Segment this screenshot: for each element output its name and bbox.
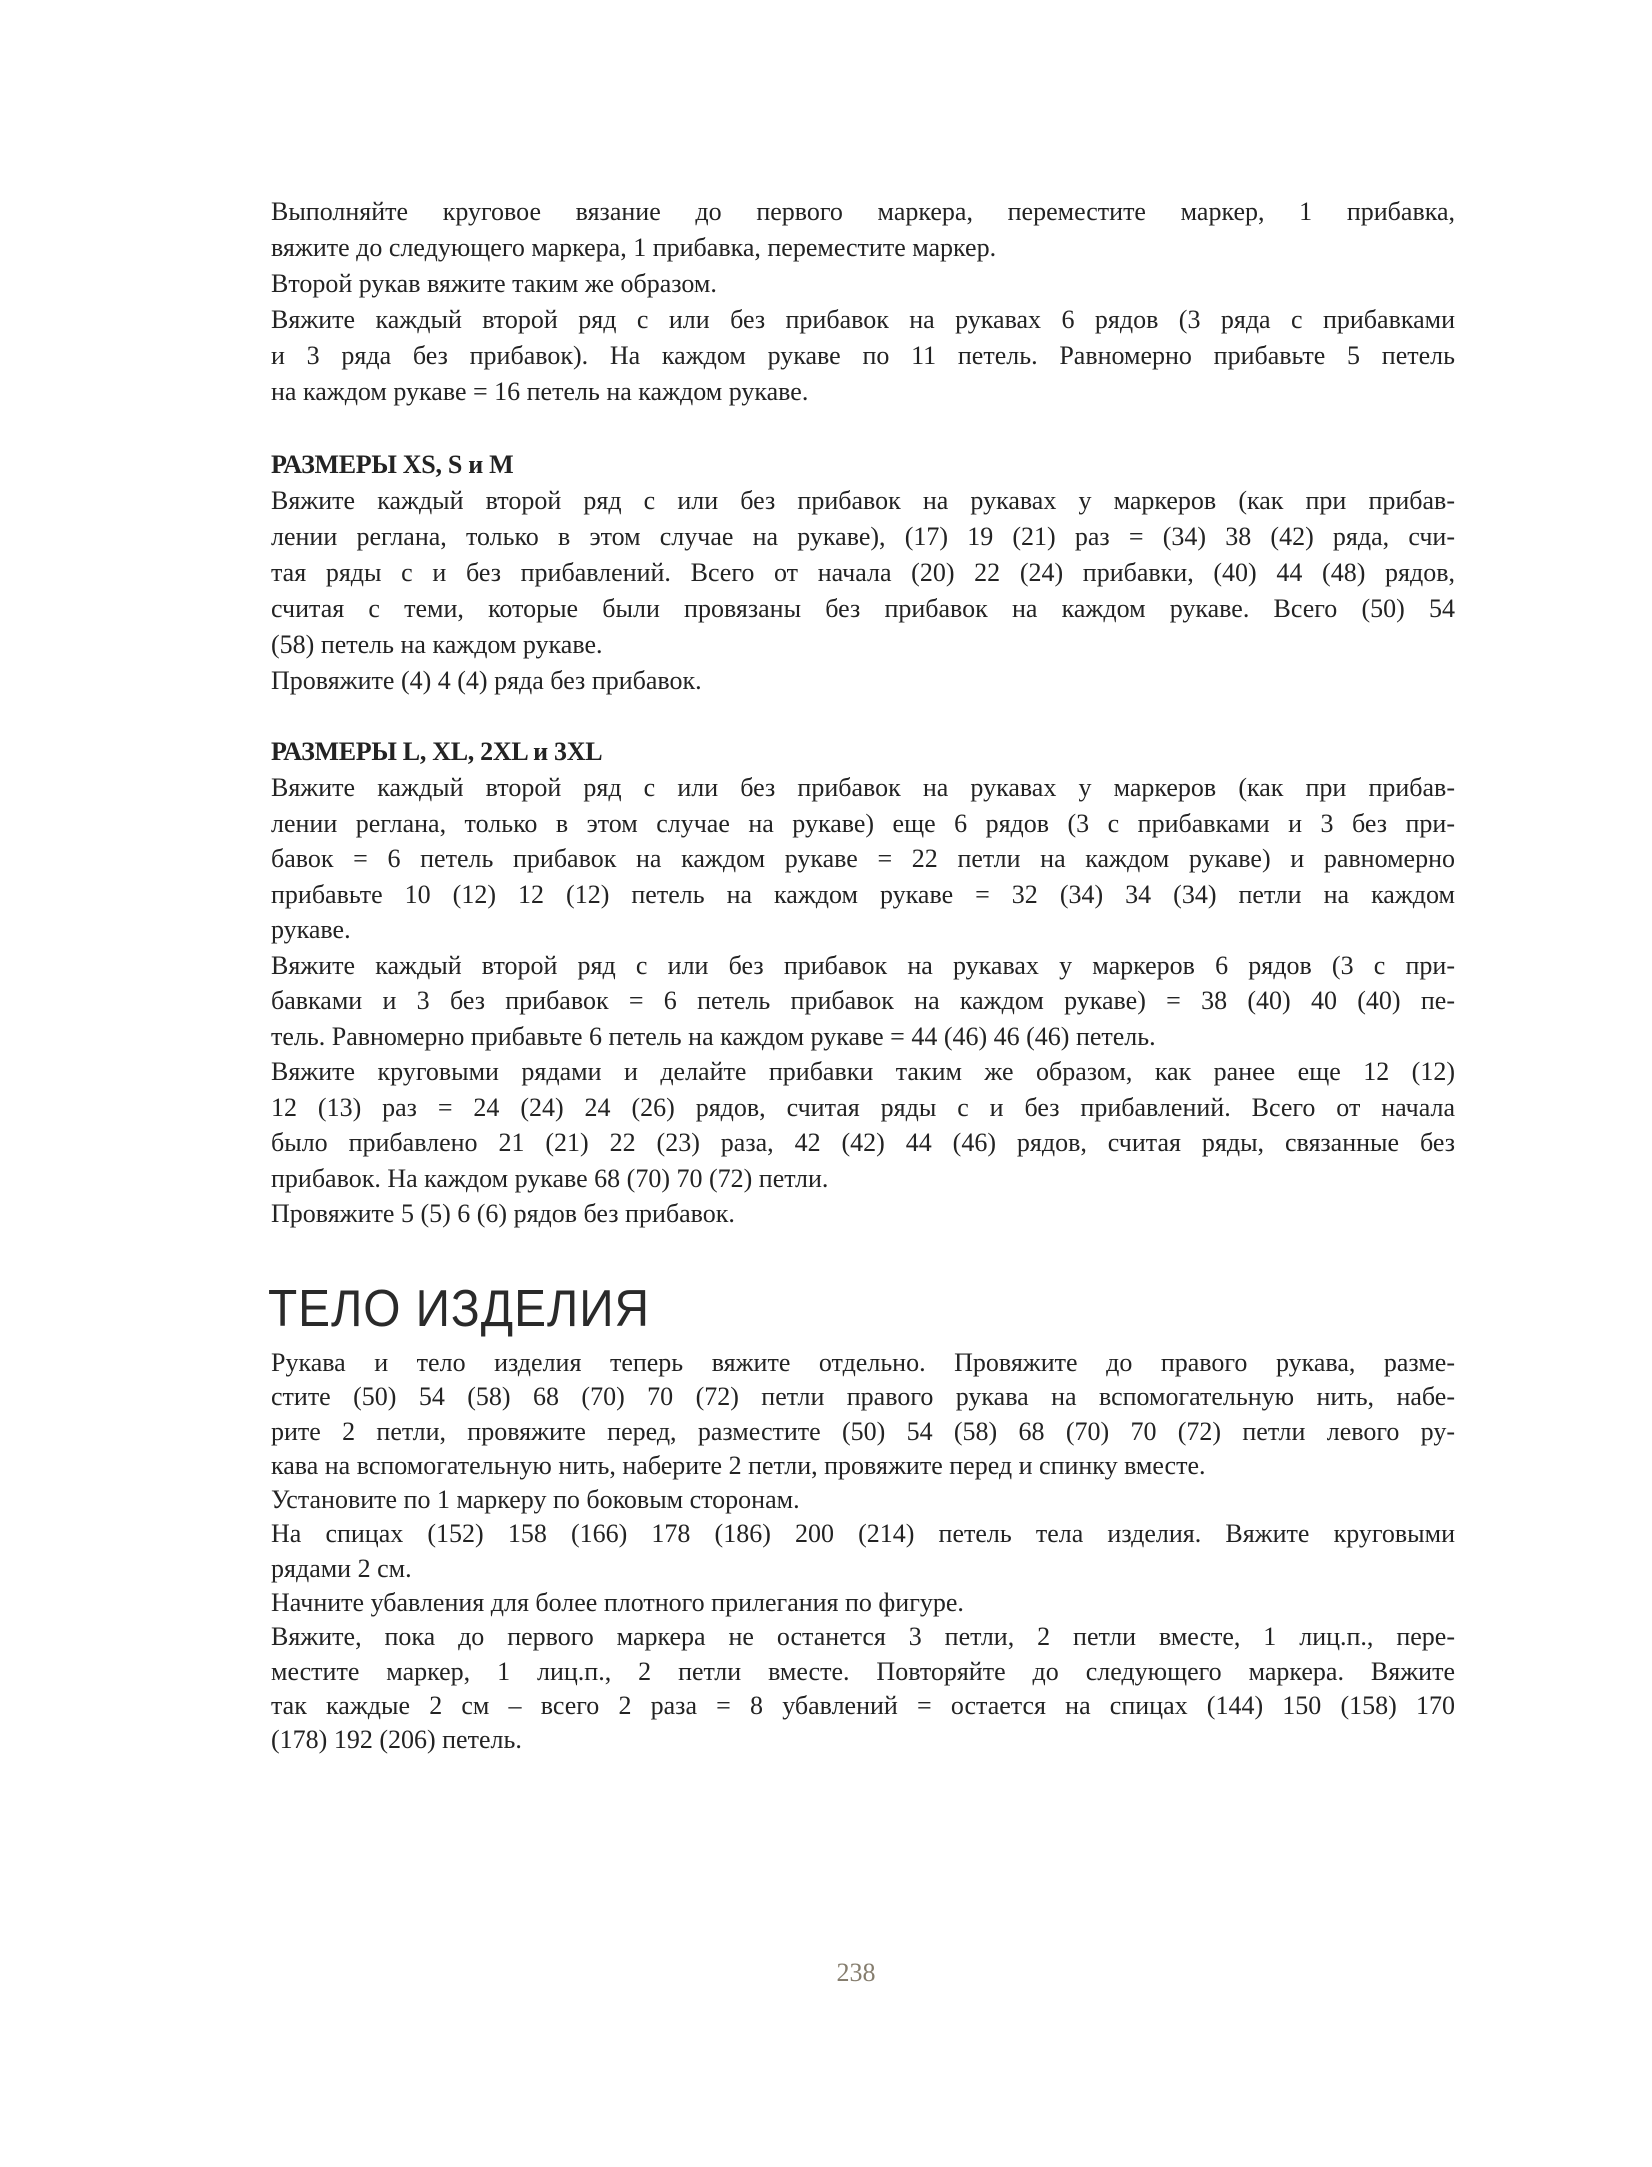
text-line: (178) 192 (206) петель. <box>271 1725 522 1755</box>
text-line: Провяжите 5 (5) 6 (6) рядов без прибавок. <box>271 1199 735 1228</box>
text-line: Вяжите каждый второй ряд с или без прибавок на рукавах у маркеров (как при прибав- <box>271 773 1455 802</box>
text-line: Вяжите круговыми рядами и делайте прибавки таким же образом, как ранее еще 12 (12) <box>271 1057 1455 1086</box>
text-line: кава на вспомогательную нить, наберите 2 петли, провяжите перед и спинку вместе. <box>271 1450 1206 1480</box>
text-line: Вяжите каждый второй ряд с или без прибавок на рукавах у маркеров 6 рядов (3 с при- <box>271 950 1455 980</box>
text-line: на каждом рукаве = 16 петель на каждом рукаве. <box>271 377 809 406</box>
text-line: На спицах (152) 158 (166) 178 (186) 200 (214) петель тела изделия. Вяжите круговыми <box>271 1519 1455 1549</box>
text-line: Второй рукав вяжите таким же образом. <box>271 269 717 298</box>
text-line: Рукава и тело изделия теперь вяжите отдельно. Провяжите до правого рукава, разме- <box>271 1348 1455 1377</box>
text-line: стите (50) 54 (58) 68 (70) 70 (72) петли правого рукава на вспомогательную нить, набе- <box>271 1382 1455 1412</box>
sizes-small-section <box>271 447 1455 699</box>
text-line: и 3 ряда без прибавок). На каждом рукаве по 11 петель. Равномерно прибавьте 5 петель <box>271 341 1455 370</box>
text-line: тель. Равномерно прибавьте 6 петель на каждом рукаве = 44 (46) 46 (46) петель. <box>271 1021 1156 1051</box>
text-line: рукаве. <box>271 915 351 944</box>
text-line: прибавок. На каждом рукаве 68 (70) 70 (72) петли. <box>271 1163 829 1193</box>
text-line: считая с теми, которые были провязаны без прибавок на каждом рукаве. Всего (50) 54 <box>271 594 1455 623</box>
text-line: Выполняйте круговое вязание до первого маркера, переместите маркер, 1 прибавка, <box>271 197 1455 226</box>
text-line: Вяжите каждый второй ряд с или без прибавок на рукавах у маркеров (как при прибав- <box>271 486 1455 515</box>
text-line: лении реглана, только в этом случае на рукаве), (17) 19 (21) раз = (34) 38 (42) ряда, счи- <box>271 522 1455 551</box>
text-line: было прибавлено 21 (21) 22 (23) раза, 42 (42) 44 (46) рядов, считая ряды, связанные без <box>271 1128 1455 1157</box>
text-line: лении реглана, только в этом случае на рукаве) еще 6 рядов (3 с прибавками и 3 без при- <box>271 808 1455 838</box>
text-line: (58) петель на каждом рукаве. <box>271 630 603 659</box>
text-line: бавок = 6 петель прибавок на каждом рукаве = 22 петли на каждом рукаве) и равномерно <box>271 844 1455 873</box>
text-line: местите маркер, 1 лиц.п., 2 петли вместе. Повторяйте до следующего маркера. Вяжите <box>271 1656 1455 1686</box>
text-line: 12 (13) раз = 24 (24) 24 (26) рядов, считая ряды с и без прибавлений. Всего от начала <box>271 1092 1455 1122</box>
section-heading: ТЕЛО ИЗДЕЛИЯ <box>268 1280 650 1338</box>
text-line: Начните убавления для более плотного прилегания по фигуре. <box>271 1588 964 1618</box>
sizes-large-section <box>271 734 1455 1232</box>
text-line: Вяжите, пока до первого маркера не останется 3 петли, 2 петли вместе, 1 лиц.п., пере- <box>271 1622 1455 1652</box>
section-subheading: РАЗМЕРЫ XS, S и M <box>271 450 514 479</box>
text-line: бавками и 3 без прибавок = 6 петель прибавок на каждом рукаве) = 38 (40) 40 (40) пе- <box>271 986 1455 1015</box>
section-subheading: РАЗМЕРЫ L, XL, 2XL и 3XL <box>271 737 603 766</box>
text-line: рядами 2 см. <box>271 1553 412 1583</box>
text-line: тая ряды с и без прибавлений. Всего от начала (20) 22 (24) прибавки, (40) 44 (48) рядов, <box>271 558 1455 587</box>
text-line: рите 2 петли, провяжите перед, разместите (50) 54 (58) 68 (70) 70 (72) петли левого ру- <box>271 1416 1455 1446</box>
text-line: прибавьте 10 (12) 12 (12) петель на каждом рукаве = 32 (34) 34 (34) петли на каждом <box>271 879 1455 909</box>
body-section <box>271 1346 1455 1758</box>
text-line: Вяжите каждый второй ряд с или без прибавок на рукавах 6 рядов (3 ряда с прибавками <box>271 305 1455 334</box>
text-line: вяжите до следующего маркера, 1 прибавка, переместите маркер. <box>271 233 997 262</box>
page-number: 238 <box>836 1958 876 1987</box>
text-line: Установите по 1 маркеру по боковым сторонам. <box>271 1485 800 1515</box>
intro-paragraph <box>271 194 1455 410</box>
text-line: так каждые 2 см – всего 2 раза = 8 убавлений = остается на спицах (144) 150 (158) 170 <box>271 1690 1455 1720</box>
text-line: Провяжите (4) 4 (4) ряда без прибавок. <box>271 666 702 695</box>
